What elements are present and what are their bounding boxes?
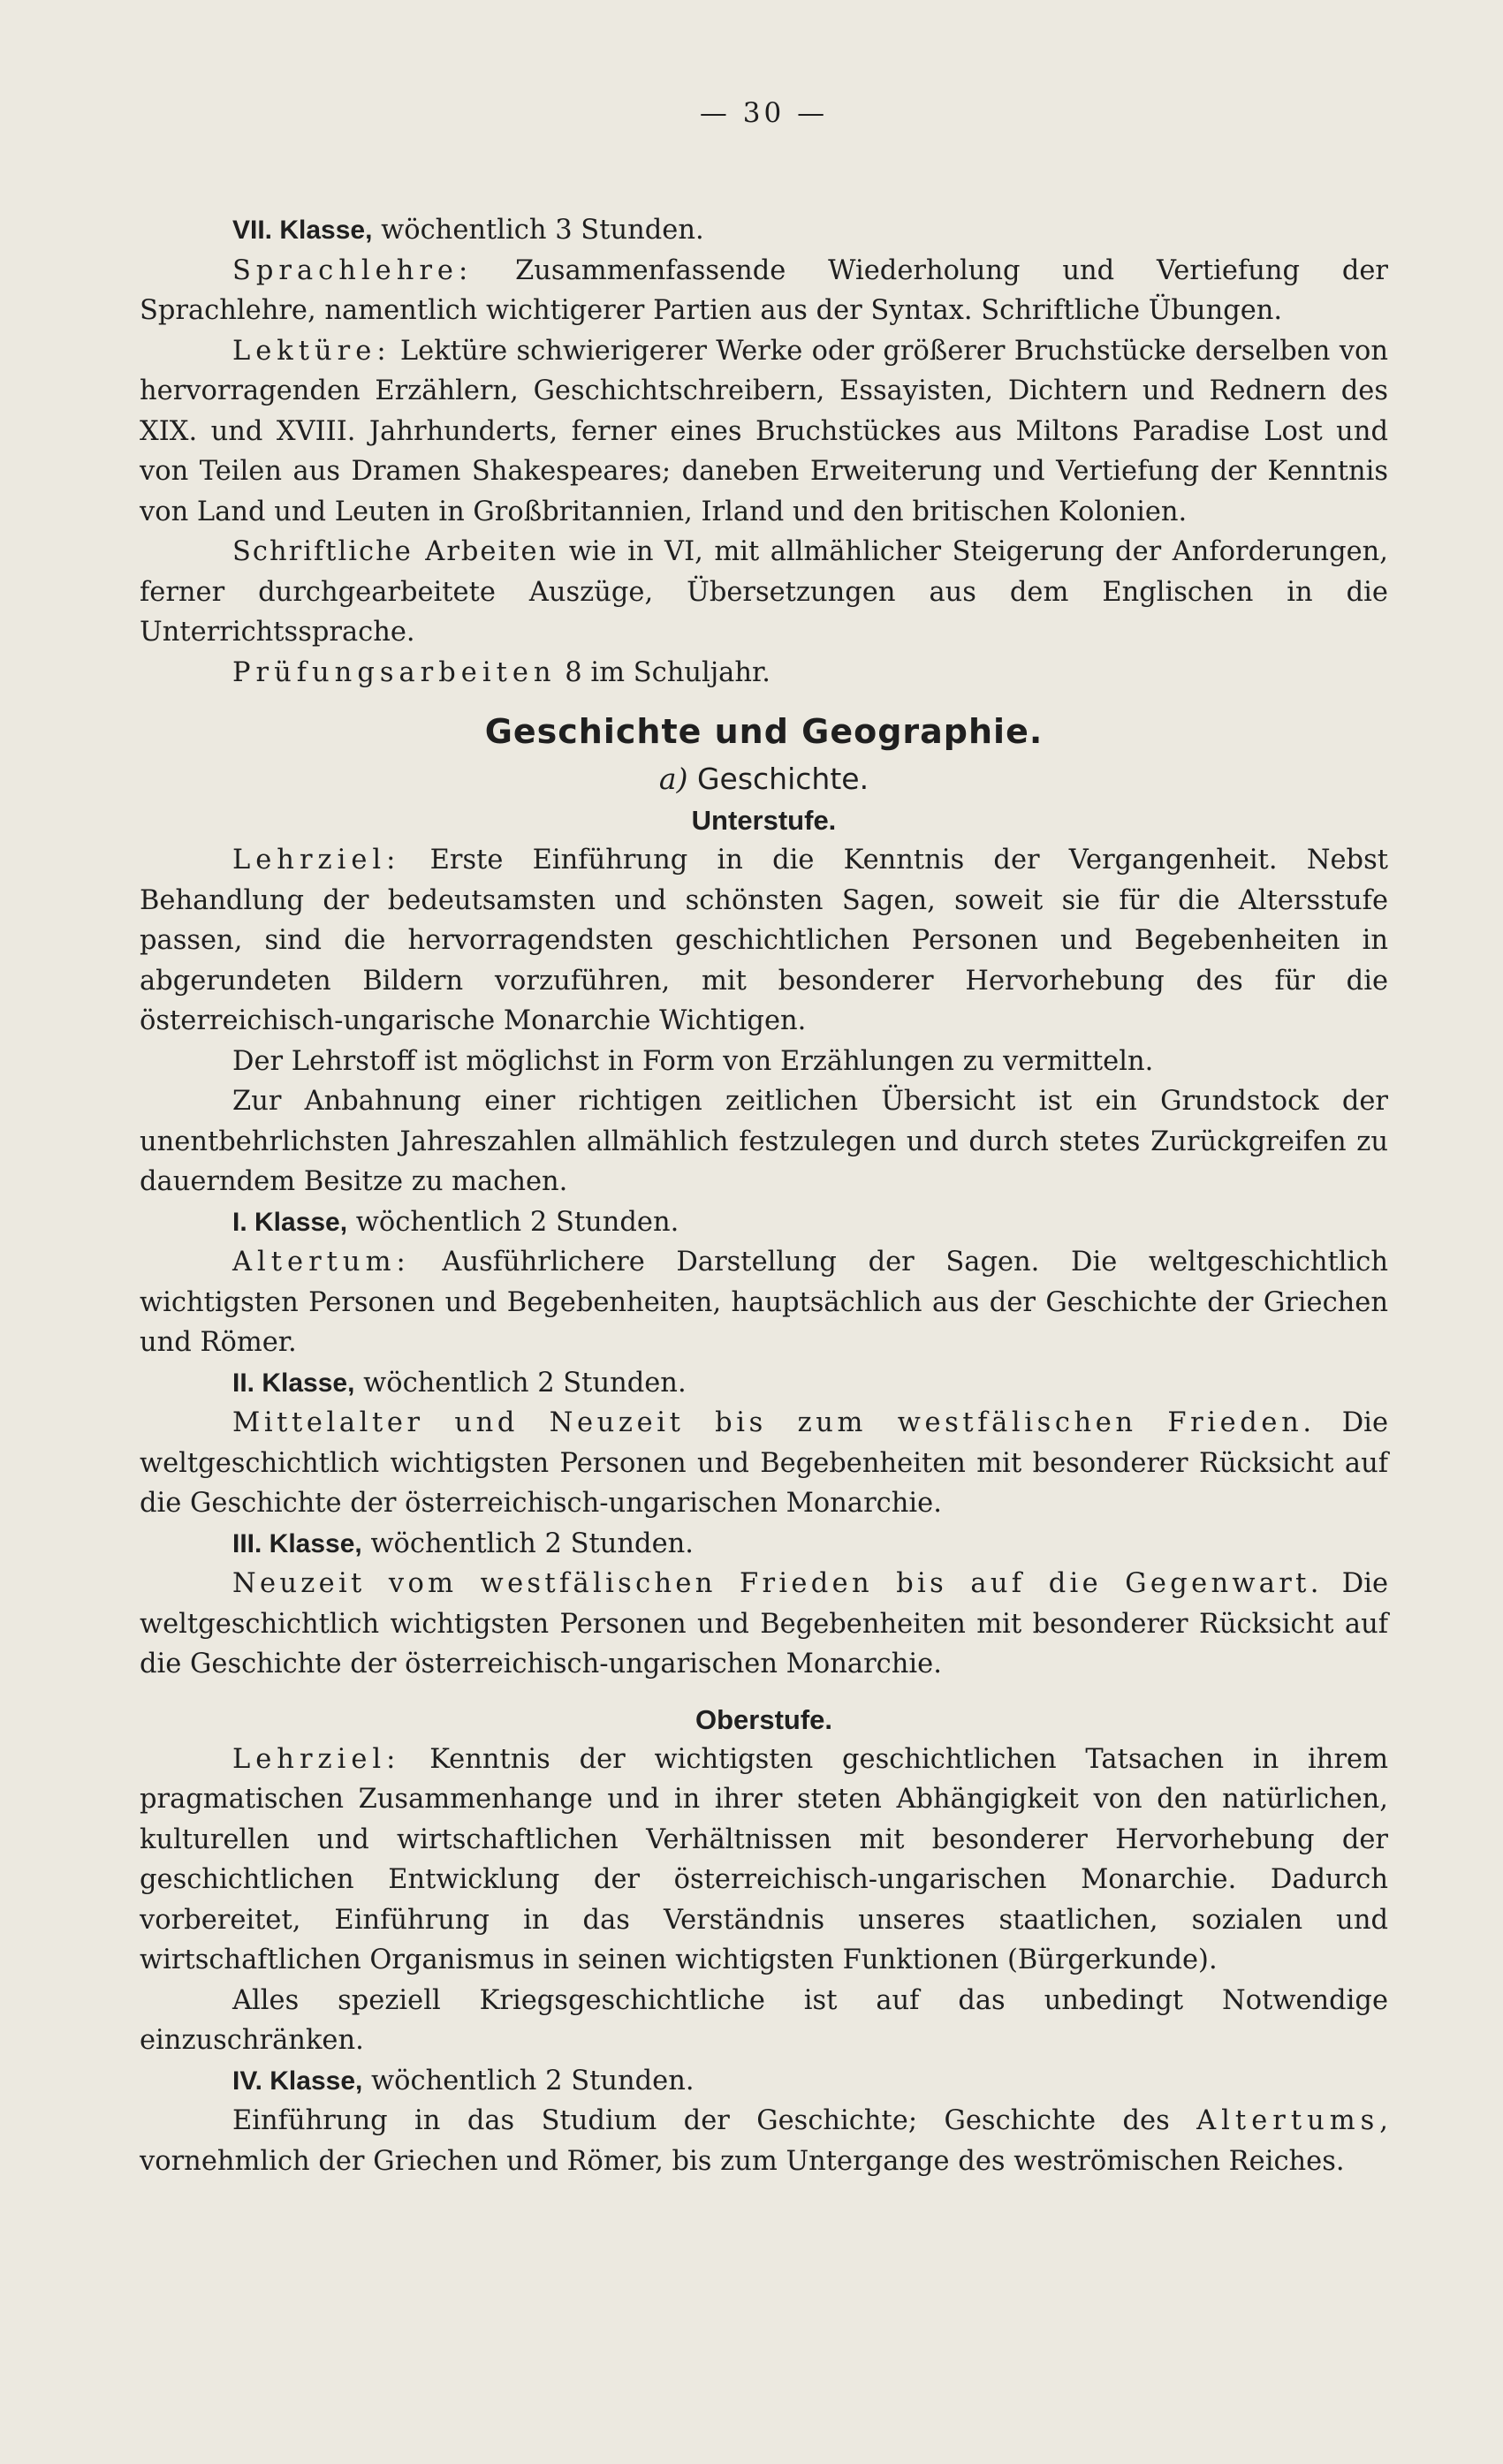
page-number: — 30 — [699, 97, 829, 129]
class-iv-hours: wöchentlich 2 Stunden. [362, 2065, 695, 2096]
class-iv-label: IV. Klasse, [232, 2066, 363, 2096]
subsection-name: Geschichte. [687, 762, 869, 796]
class-ii-paragraph [140, 1403, 1388, 1524]
class-ii-hours: wöchentlich 2 Stunden. [354, 1367, 687, 1399]
vii-pruefung-paragraph [140, 653, 1388, 694]
vii-lekture-text: Lektüre schwierigerer Werke oder größerer Bruchstücke derselben von hervorragenden Erzählern, Geschichtschreibern, Essayisten, Dichtern und Rednern des XIX. und XVIII. Jahrhunderts, ferner eines Bruchstückes aus Miltons Paradise Lost und von Teilen aus Dramen Shakespeares; daneben Erweiterung und Vertiefung der Kenntnis von Land und Leuten in Großbritannien, Irland und den britischen Kolonien. [140, 335, 1388, 527]
vii-schriftliche-label: Schriftliche Arbeiten [232, 536, 558, 567]
class-ii-label: II. Klasse, [232, 1368, 355, 1398]
vii-schriftliche-paragraph [140, 532, 1388, 653]
oberstufe-lehrziel-text: Kenntnis der wichtigsten geschichtlichen Tatsachen in ihrem pragmatischen Zusammenhange und in ihrer steten Abhängigkeit von den natürlichen, kulturellen und wirtschaftlichen Verhältnissen mit besonderer Hervorhebung der geschichtlichen Entwicklung der österreichisch-ungarischen Monarchie. Dadurch vorbereitet, Einführung in das Verständnis unseres staatlichen, sozialen und wirtschaftlichen Organismus in seinen wichtigsten Funktionen (Bürgerkunde). [140, 1743, 1388, 1975]
vii-pruefung-text: 8 im Schuljahr. [556, 656, 770, 688]
class-i-topic-text: Ausführlichere Darstellung der Sagen. Die weltgeschichtlich wichtigsten Personen und Begebenheiten, hauptsächlich aus der Geschichte der Griechen und Römer. [140, 1247, 1388, 1358]
vii-pruefung-label: Prüfungsarbeiten [232, 656, 557, 688]
class-iii-topic-text: Die weltgeschichtlich wichtigsten Personen und Begebenheiten mit besonderer Rücksicht auf die Geschichte der österreichisch-ungarischen Monarchie. [140, 1568, 1389, 1679]
section-title: Geschichte und Geographie. [484, 712, 1044, 751]
class-iv-text-a: Einführung in das Studium der Geschichte; Geschichte des [232, 2105, 1197, 2136]
class-iv-heading [140, 2061, 1388, 2102]
vii-sprachlehre-text: Zusammenfassende Wiederholung und Vertiefung der Sprachlehre, namentlich wichtigerer Partien aus der Syntax. Schriftliche Übungen. [140, 254, 1388, 326]
class-i-hours: wöchentlich 2 Stunden. [347, 1206, 679, 1238]
subsection-title [140, 762, 1388, 796]
class-iii-hours: wöchentlich 2 Stunden. [361, 1528, 694, 1559]
class-i-heading [140, 1202, 1388, 1243]
unterstufe-lehrziel-text: Erste Einführung in die Kenntnis der Vergangenheit. Nebst Behandlung der bedeutsamsten und schönsten Sagen, soweit sie für die Altersstufe passen, sind die hervorragendsten geschichtlichen Personen und Begebenheiten in abgerundeten Bildern vorzuführen, mit besonderer Hervorhebung des für die österreichisch-ungarische Monarchie Wichtigen. [140, 845, 1388, 1036]
class-i-paragraph [140, 1242, 1388, 1363]
vii-lekture-label: Lektüre: [232, 335, 391, 367]
class-iv-spaced-word: Altertums [1196, 2105, 1380, 2136]
class-iii-label: III. Klasse, [232, 1528, 362, 1558]
class-i-label: I. Klasse, [232, 1207, 348, 1237]
class-ii-heading [140, 1363, 1388, 1404]
oberstufe-lehrziel-label: Lehrziel: [232, 1743, 401, 1775]
unterstufe-heading: Unterstufe. [691, 805, 837, 836]
class-iv-paragraph [140, 2101, 1388, 2181]
class-iii-paragraph [140, 1564, 1388, 1685]
oberstufe-heading: Oberstufe. [695, 1703, 833, 1735]
class-ii-topic-text: Die weltgeschichtlich wichtigsten Personen und Begebenheiten mit besonderer Rücksicht auf die Geschichte der österreichisch-ungarischen Monarchie. [140, 1407, 1388, 1519]
subsection-letter: a) [658, 762, 688, 796]
class-iv-text-b: , vornehmlich der Griechen und Römer, bis zum Untergange des weströmischen Reiches. [140, 2105, 1388, 2177]
class-i-topic-label: Altertum: [232, 1247, 411, 1277]
unterstufe-lehrstoff-paragraph: Der Lehrstoff ist möglichst in Form von Erzählungen zu vermitteln. [232, 1045, 1154, 1077]
unterstufe-anbahnung-paragraph: Zur Anbahnung einer richtigen zeitlichen Übersicht ist ein Grundstock der unentbehrlichsten Jahreszahlen allmählich festzulegen und durch stetes Zurückgreifen zu dauerndem Besitze zu machen. [140, 1086, 1388, 1197]
vii-class-hours: wöchentlich 3 Stunden. [372, 215, 704, 246]
unterstufe-lehrziel-label: Lehrziel: [232, 845, 401, 876]
vii-sprachlehre-paragraph [140, 251, 1388, 331]
unterstufe-lehrziel-paragraph [140, 840, 1388, 1042]
vii-lekture-paragraph [140, 331, 1388, 533]
class-iii-heading [140, 1524, 1388, 1565]
vii-class-heading [140, 210, 1388, 251]
vii-schriftliche-text: wie in VI, mit allmählicher Steigerung der Anforderungen, ferner durchgearbeitete Auszüge, Übersetzungen aus dem Englischen in die Unterrichtssprache. [140, 536, 1388, 648]
oberstufe-kriegs-paragraph: Alles speziell Kriegsgeschichtliche ist auf das unbedingt Notwendige einzuschränken. [140, 1984, 1388, 2056]
oberstufe-lehrziel-paragraph [140, 1740, 1388, 1981]
class-ii-topic-label: Mittelalter und Neuzeit bis zum westfälischen Frieden. [232, 1407, 1316, 1438]
vii-class-label: VII. Klasse, [232, 216, 373, 245]
class-iii-topic-label: Neuzeit vom westfälischen Frieden bis auf die Gegenwart. [232, 1568, 1323, 1599]
vii-sprachlehre-label: Sprachlehre: [232, 254, 474, 286]
